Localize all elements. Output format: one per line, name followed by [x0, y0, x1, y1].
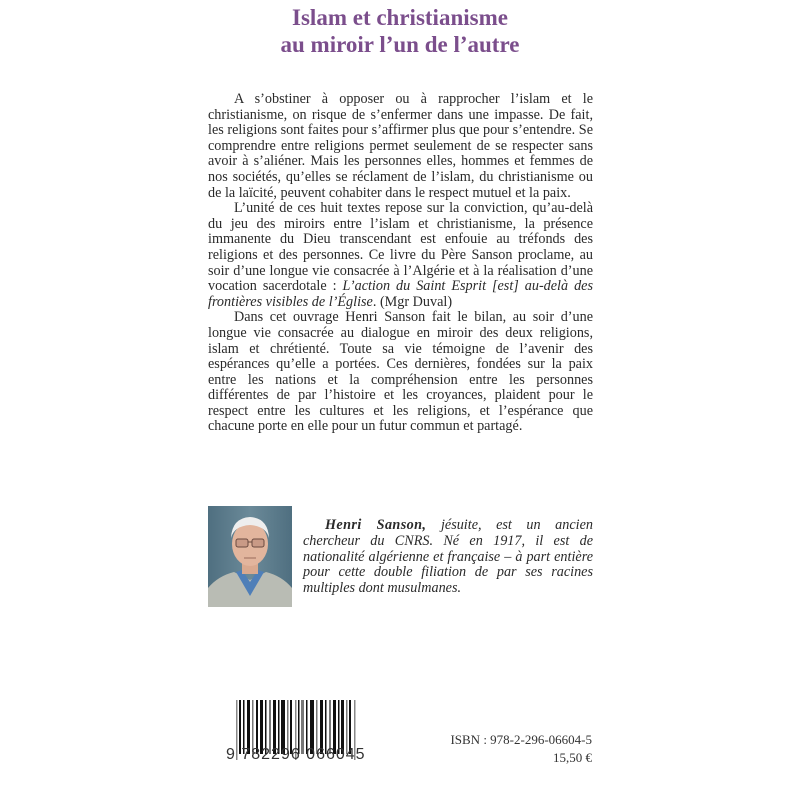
blurb-quote: L’action du Saint Esprit [est] au-delà des frontières visibles de l’Église [208, 278, 593, 310]
blurb [208, 92, 593, 435]
barcode-number: 9 782296 066045 [226, 746, 366, 763]
blurb-paragraph-2 [208, 201, 593, 310]
blurb-paragraph-1: A s’obstiner à opposer ou à rapprocher l’islam et le christianisme, on risque de s’enfermer dans une impasse. De fait, les religions sont faites pour s’affirmer plus que pour s’entendre. Se comprendre entre religions permet seulement de se respecter sans avoir à s’aliéner. Mais les personnes elles, hommes et femmes de nos sociétés, qu’elles se réclament de l’islam, du christianisme ou de la laïcité, peuvent cohabiter dans le respect mutuel et la paix. [208, 91, 593, 201]
author-name: Henri Sanson, [325, 517, 427, 533]
book-title-line1: Islam et christianisme [292, 5, 508, 30]
blurb-paragraph-3: Dans cet ouvrage Henri Sanson fait le bilan, au soir d’une longue vie consacrée au dialogue en miroir des deux religions, islam et chrétienté. Toute sa vie témoigne de l’avenir des espérances qu’elle a portées. Ces dernières, fondées sur la paix entre les nations et la compréhension entre les personnes différentes de par l’histoire et les croyances, plaident pour le respect entre les cultures et les religions, et l’espérance que chacune porte en elle pour un futur commun et partagé. [208, 309, 593, 435]
book-title [0, 4, 800, 58]
author-photo [208, 506, 292, 607]
author-bio-text [303, 518, 593, 597]
blurb-quote-attribution: . (Mgr Duval) [372, 293, 453, 310]
book-title-line2: au miroir l’un de l’autre [280, 32, 520, 57]
blurb-paragraph-2-text: L’unité de ces huit textes repose sur la conviction, qu’au-delà du jeu des miroirs entre l’islam et christianisme, la présence immanente du Dieu transcendant est enfouie au tréfonds des religions et des personnes. Ce livre du Père Sanson proclame, au soir d’une longue vie consacrée à l’Algérie et à la réalisation d’une vocation sacerdotale : [208, 200, 593, 295]
isbn: ISBN : 978-2-296-06604-5 [450, 732, 592, 747]
author-portrait-icon [208, 506, 292, 607]
author-bio [303, 518, 593, 597]
price: 15,50 € [553, 750, 592, 765]
author-description: jésuite, est un ancien chercheur du CNRS. Né en 1917, il est de nationalité algérienne et française – à part entière pour cette double filiation de par ses racines multiples dont musulmanes. [303, 517, 593, 597]
